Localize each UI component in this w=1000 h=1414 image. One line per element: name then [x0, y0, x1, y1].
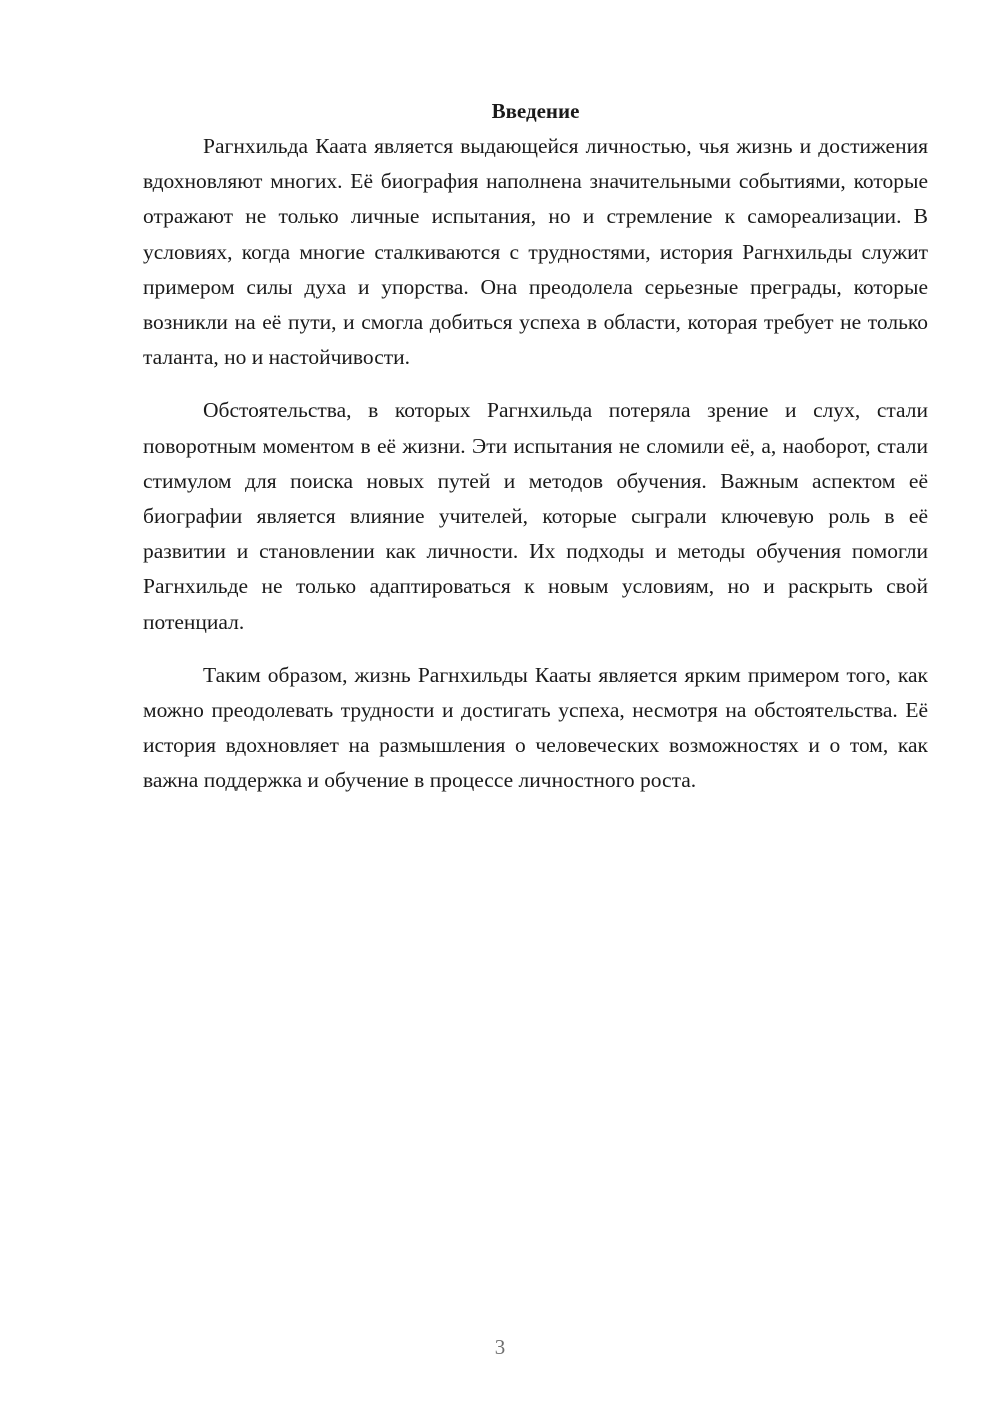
- document-page: [143, 96, 928, 817]
- paragraph-1: Рагнхильда Каата является выдающейся личностью, чья жизнь и достижения вдохновляют многих. Её биография наполнена значительными событиями, которые отражают не только личные испытания, но и стремление к самореализации. В условиях, когда многие сталкиваются с трудностями, история Рагнхильды служит примером силы духа и упорства. Она преодолела серьезные преграды, которые возникли на её пути, и смогла добиться успеха в области, которая требует не только таланта, но и настойчивости.: [143, 134, 928, 370]
- paragraph-2: Обстоятельства, в которых Рагнхильда потеряла зрение и слух, стали поворотным моментом в её жизни. Эти испытания не сломили её, а, наоборот, стали стимулом для поиска новых путей и методов обучения. Важным аспектом её биографии является влияние учителей, которые сыграли ключевую роль в её развитии и становлении как личности. Их подходы и методы обучения помогли Рагнхильде не только адаптироваться к новым условиям, но и раскрыть свой потенциал.: [143, 398, 928, 634]
- paragraph-3: Таким образом, жизнь Рагнхильды Кааты является ярким примером того, как можно преодолевать трудности и достигать успеха, несмотря на обстоятельства. Её история вдохновляет на размышления о человеческих возможностях и о том, как важна поддержка и обучение в процессе личностного роста.: [143, 662, 928, 793]
- section-title: Введение: [491, 99, 580, 123]
- page-number: 3: [494, 1335, 506, 1359]
